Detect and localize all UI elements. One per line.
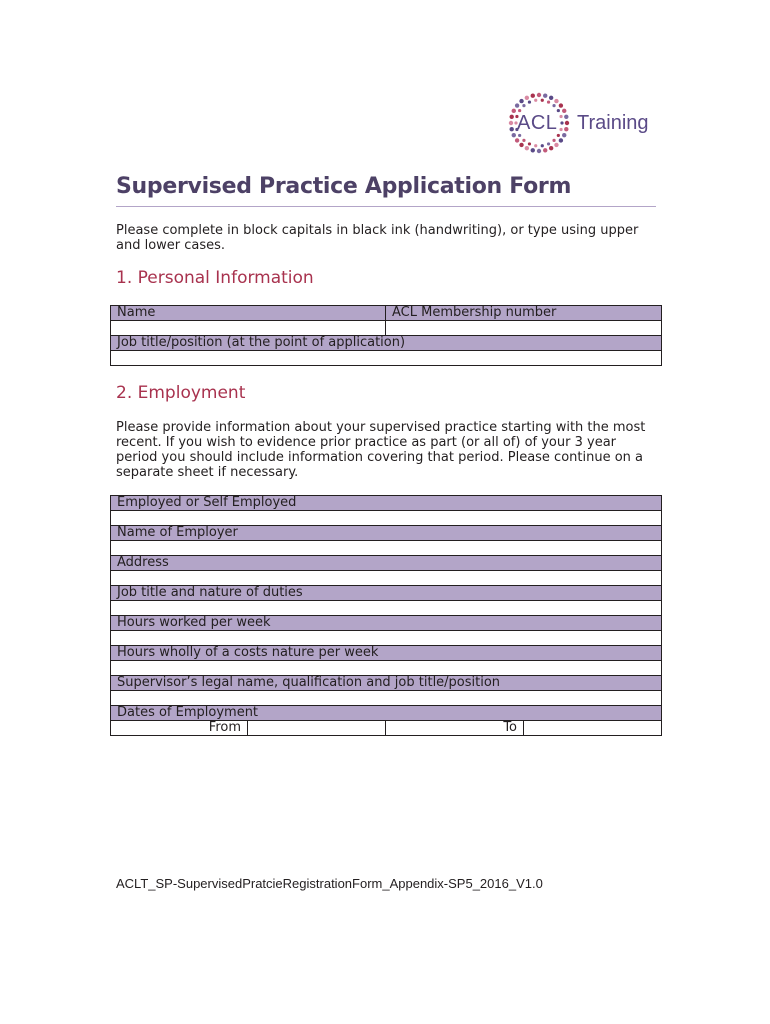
logo-dot [562, 109, 566, 113]
logo-dot [559, 115, 562, 118]
logo-dot [528, 100, 531, 103]
logo-dot [531, 94, 535, 98]
duties-field[interactable] [111, 601, 662, 616]
employment-type-field[interactable] [111, 511, 662, 526]
logo-dot [522, 104, 525, 107]
logo-dot [552, 104, 555, 107]
logo-dot [560, 121, 563, 124]
logo-dot [534, 99, 537, 102]
logo-dot [510, 115, 514, 119]
logo-dot [528, 142, 531, 145]
logo-dot [537, 149, 541, 153]
logo-dot [559, 128, 562, 131]
employment-type-label: Employed or Self Employed [111, 496, 662, 511]
instructions-text: Please complete in block capitals in black ink (handwriting), or type using upper and lower cases. [116, 223, 639, 253]
logo-dot [564, 115, 568, 119]
supervisor-field[interactable] [111, 691, 662, 706]
job-title-field[interactable] [111, 351, 662, 366]
costs-hours-label: Hours wholly of a costs nature per week [111, 646, 662, 661]
to-label: To [386, 721, 524, 736]
title-divider [116, 206, 656, 207]
logo-dot [512, 109, 516, 113]
logo-dot [522, 139, 525, 142]
acl-training-logo [505, 92, 655, 154]
job-title-label: Job title/position (at the point of application) [111, 336, 662, 351]
logo-dot [543, 94, 547, 98]
logo-dot [554, 143, 558, 147]
employer-name-label: Name of Employer [111, 526, 662, 541]
duties-label: Job title and nature of duties [111, 586, 662, 601]
to-date-field[interactable] [524, 721, 662, 736]
logo-dot [510, 127, 514, 131]
dates-of-employment-label: Dates of Employment [111, 706, 662, 721]
logo-dot [519, 99, 523, 103]
personal-information-table [110, 305, 662, 366]
from-date-field[interactable] [248, 721, 386, 736]
logo-dot [552, 139, 555, 142]
address-field[interactable] [111, 571, 662, 586]
logo-dot [525, 96, 529, 100]
logo-dot [541, 99, 544, 102]
logo-dot [509, 121, 513, 125]
employer-name-field[interactable] [111, 541, 662, 556]
logo-dot [559, 138, 563, 142]
logo-training-text: Training [577, 112, 649, 134]
logo-dot [547, 142, 550, 145]
logo-dot [562, 133, 566, 137]
logo-dot [549, 96, 553, 100]
name-label: Name [111, 306, 386, 321]
from-label: From [111, 721, 248, 736]
logo-dot [554, 99, 558, 103]
logo-dot [543, 148, 547, 152]
membership-number-field[interactable] [386, 321, 662, 336]
logo-dot [537, 93, 541, 97]
document-reference-footer: ACLT_SP-SupervisedPratcieRegistrationForm_Appendix-SP5_2016_V1.0 [116, 876, 543, 891]
employment-instructions-text: Please provide information about your supervised practice starting with the most recent. If you wish to evidence prior practice as part (or all of) of your 3 year period you should include information covering that period. Please continue on a separate sheet if necessary. [116, 420, 646, 480]
logo-dot [564, 127, 568, 131]
logo-dot [515, 103, 519, 107]
logo-dot [515, 138, 519, 142]
logo-dot [549, 146, 553, 150]
section-heading-personal-information: 1. Personal Information [116, 268, 314, 288]
section-heading-employment: 2. Employment [116, 383, 246, 403]
hours-per-week-field[interactable] [111, 631, 662, 646]
logo-dot [519, 143, 523, 147]
supervisor-label: Supervisor’s legal name, qualification and job title/position [111, 676, 662, 691]
name-field[interactable] [111, 321, 386, 336]
logo-dot [534, 144, 537, 147]
address-label: Address [111, 556, 662, 571]
membership-number-label: ACL Membership number [386, 306, 662, 321]
employment-table [110, 495, 662, 736]
page-title: Supervised Practice Application Form [116, 174, 572, 199]
logo-dot [512, 133, 516, 137]
logo-dot [541, 144, 544, 147]
logo-dot [531, 148, 535, 152]
logo-dot [565, 121, 569, 125]
logo-acl-text: ACL [517, 112, 558, 134]
logo-dot [547, 100, 550, 103]
logo-dot [525, 146, 529, 150]
costs-hours-field[interactable] [111, 661, 662, 676]
hours-per-week-label: Hours worked per week [111, 616, 662, 631]
logo-dot [559, 103, 563, 107]
